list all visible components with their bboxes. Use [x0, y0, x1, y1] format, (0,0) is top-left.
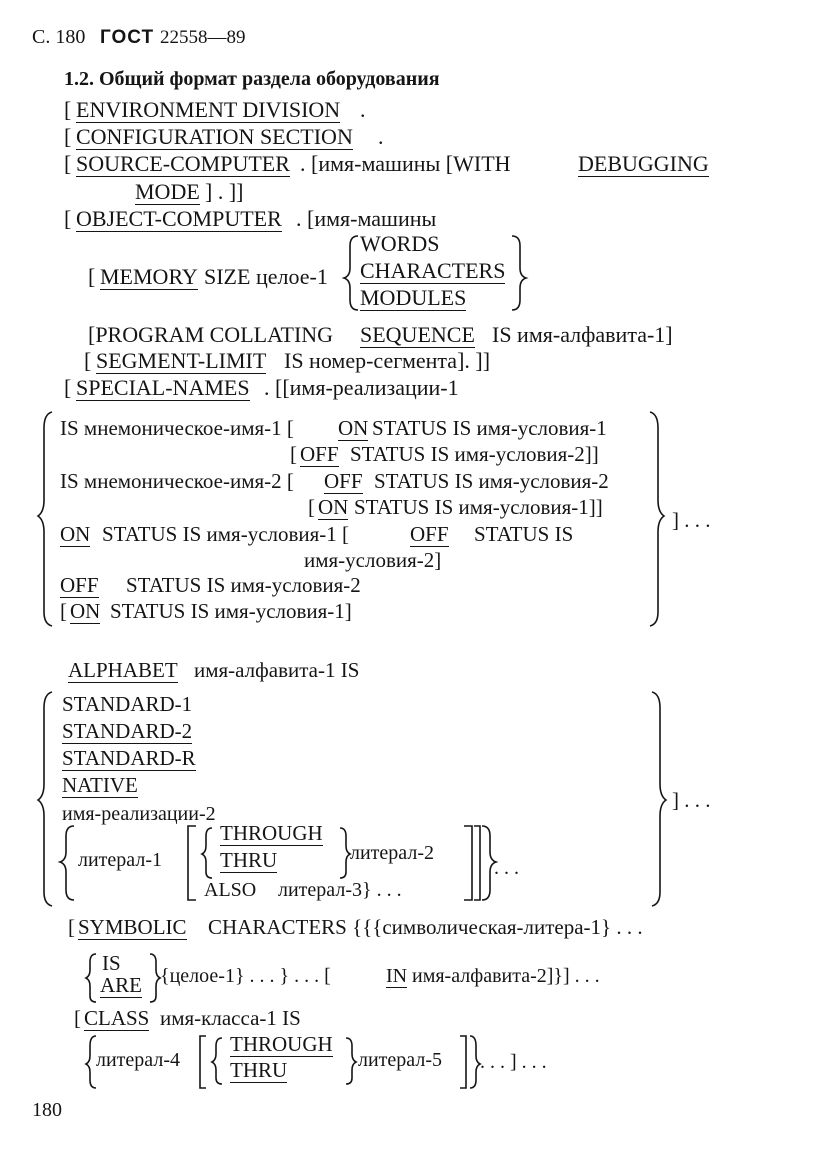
keyword: OFF: [324, 469, 363, 493]
text-line: IS номер-сегмента]. ]]: [284, 348, 491, 373]
left-brace: [38, 412, 52, 626]
right-brace: [150, 954, 160, 1002]
text-line: STATUS IS имя-условия-2]]: [350, 442, 599, 466]
left-brace: [86, 1036, 96, 1088]
text-line: имя-реализации-2: [62, 803, 216, 825]
keyword: WORDS: [360, 231, 440, 256]
right-brace: [470, 1036, 480, 1088]
keyword: CLASS: [84, 1006, 150, 1030]
keyword: ALPHABET: [68, 658, 178, 682]
keyword: SYMBOLIC: [78, 915, 187, 939]
right-brace: [650, 412, 664, 626]
keyword: ON: [318, 495, 349, 519]
text-line: IS мнемоническое-имя-1 [: [60, 416, 294, 440]
text-line: [: [308, 495, 315, 519]
header-page-label: С. 180: [32, 26, 86, 48]
right-brace: [512, 236, 526, 310]
keyword: SPECIAL-NAMES: [76, 375, 250, 400]
text-line: IS мнемоническое-имя-2 [: [60, 469, 294, 493]
text-line: .: [378, 124, 384, 149]
keyword: STANDARD-2: [62, 719, 193, 743]
left-brace: [60, 826, 74, 900]
text-line: имя-алфавита-2]}] . . .: [412, 965, 600, 987]
right-brace: [340, 828, 350, 878]
right-bracket: [474, 826, 480, 900]
keyword: STANDARD-R: [62, 746, 196, 770]
keyword: ARE: [100, 973, 142, 997]
keyword: IS: [102, 951, 121, 975]
text-line: [: [64, 124, 72, 149]
text-line: [: [64, 375, 72, 400]
header-number: 22558—89: [160, 27, 246, 48]
text-line: [: [74, 1006, 81, 1030]
right-brace: [652, 692, 666, 906]
keyword: MODULES: [360, 285, 467, 310]
left-brace: [212, 1038, 222, 1084]
text-line: [: [64, 206, 72, 231]
keyword: ON: [60, 522, 91, 546]
keyword: OFF: [60, 573, 99, 597]
right-brace: [482, 826, 496, 900]
text-line: STATUS IS имя-условия-2: [126, 573, 361, 597]
text-line: STATUS IS: [474, 522, 574, 546]
keyword: THRU: [220, 848, 278, 872]
keyword: THRU: [230, 1058, 288, 1082]
text-line: литерал-1: [78, 849, 162, 871]
text-line: IS имя-алфавита-1]: [492, 322, 673, 347]
right-bracket: [460, 1036, 466, 1088]
keyword: ENVIRONMENT DIVISION: [76, 97, 341, 122]
keyword: DEBUGGING: [578, 151, 709, 176]
text-line: . [имя-машины: [296, 206, 437, 231]
text-line: STATUS IS имя-условия-1]]: [354, 495, 603, 519]
left-brace: [86, 954, 96, 1002]
text-line: ALSO: [204, 879, 257, 901]
text-line: ] . ]]: [205, 179, 244, 204]
right-bracket: [464, 826, 472, 900]
text-line: ] . . .: [672, 508, 711, 532]
left-brace: [38, 692, 52, 906]
keyword: IN: [386, 965, 408, 987]
text-line: [: [68, 915, 75, 939]
header-standard: ГОСТ: [100, 27, 155, 48]
keyword: SOURCE-COMPUTER: [76, 151, 290, 176]
text-line: STATUS IS имя-условия-2: [374, 469, 609, 493]
section-title: 1.2. Общий формат раздела оборудования: [64, 68, 440, 90]
text-line: литерал-5: [358, 1049, 442, 1071]
text-line: [: [290, 442, 297, 466]
text-line: имя-алфавита-1 IS: [194, 658, 360, 682]
text-line: . [имя-машины [WITH: [300, 151, 511, 176]
text-line: ] . . .: [672, 788, 711, 812]
right-brace: [346, 1038, 356, 1084]
text-line: [: [88, 264, 96, 289]
left-brace: [202, 828, 212, 878]
left-bracket: [188, 826, 196, 900]
text-line: . . .: [494, 857, 519, 879]
text-line: STATUS IS имя-условия-1 [: [102, 522, 350, 546]
text-line: имя-условия-2]: [304, 548, 442, 572]
keyword: THROUGH: [230, 1032, 333, 1056]
keyword: OBJECT-COMPUTER: [76, 206, 282, 231]
keyword: THROUGH: [220, 821, 323, 845]
text-line: CHARACTERS {{{символическая-литера-1} . . .: [208, 915, 643, 939]
keyword: MEMORY: [100, 264, 198, 289]
text-line: [: [60, 599, 67, 623]
left-bracket: [200, 1036, 206, 1088]
footer-page-number: 180: [32, 1099, 62, 1121]
keyword: SEQUENCE: [360, 322, 475, 347]
keyword: NATIVE: [62, 773, 138, 797]
text-line: [PROGRAM COLLATING: [88, 322, 334, 347]
text-line: [: [64, 97, 72, 122]
keyword: STANDARD-1: [62, 692, 193, 716]
text-line: имя-класса-1 IS: [160, 1006, 301, 1030]
keyword: ON: [70, 599, 101, 623]
text-line: {целое-1} . . . } . . . [: [160, 965, 331, 987]
text-line: [: [64, 151, 72, 176]
text-line: литерал-3} . . .: [278, 879, 402, 901]
text-line: . . . ] . . .: [480, 1051, 547, 1073]
keyword: MODE: [135, 179, 200, 204]
text-line: STATUS IS имя-условия-1: [372, 416, 607, 440]
text-line: SIZE целое-1: [204, 264, 328, 289]
text-line: STATUS IS имя-условия-1]: [110, 599, 352, 623]
text-line: .: [360, 97, 366, 122]
keyword: SEGMENT-LIMIT: [96, 348, 267, 373]
text-line: литерал-4: [96, 1049, 180, 1071]
keyword: CHARACTERS: [360, 258, 506, 283]
text-line: . [[имя-реализации-1: [264, 375, 459, 400]
left-brace: [344, 236, 358, 310]
keyword: OFF: [410, 522, 449, 546]
text-line: литерал-2: [350, 842, 434, 864]
text-line: [: [84, 348, 92, 373]
keyword: ON: [338, 416, 369, 440]
keyword: OFF: [300, 442, 339, 466]
keyword: CONFIGURATION SECTION: [76, 124, 353, 149]
